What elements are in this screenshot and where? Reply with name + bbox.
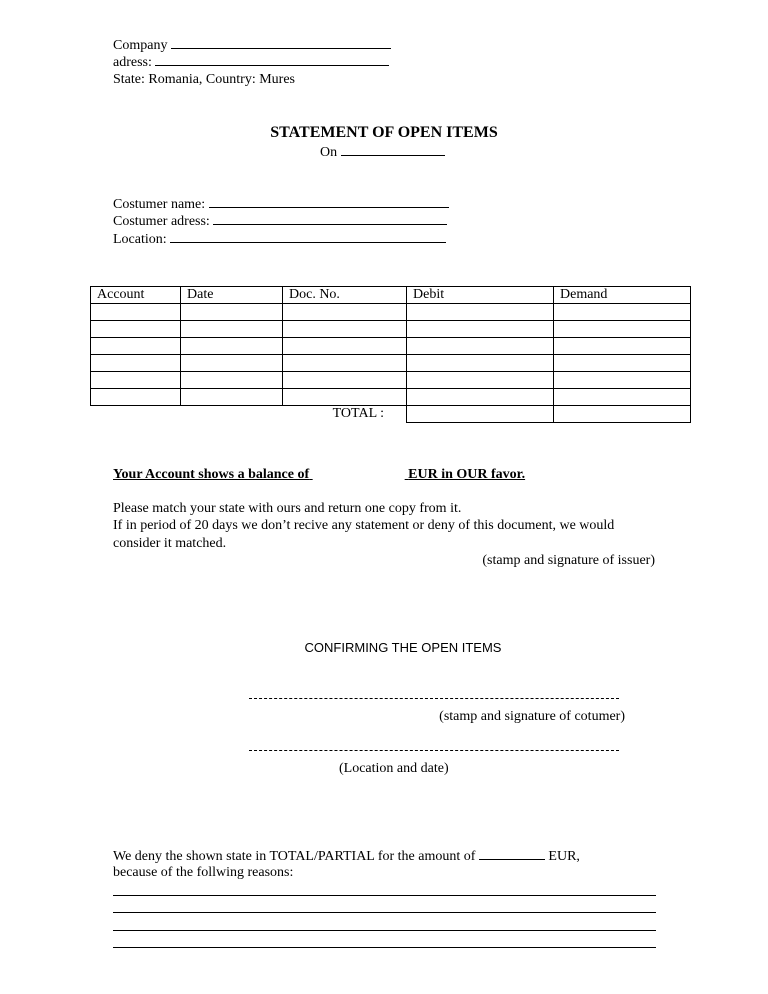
col-account: Account (91, 287, 181, 304)
customer-signature-caption: (stamp and signature of cotumer) (439, 709, 625, 724)
table-cell[interactable] (283, 338, 407, 355)
table-cell[interactable] (91, 355, 181, 372)
customer-address-blank[interactable] (213, 212, 447, 225)
table-cell[interactable] (181, 338, 283, 355)
reason-line-3[interactable] (113, 930, 656, 931)
table-cell[interactable] (181, 355, 283, 372)
table-cell[interactable] (554, 355, 691, 372)
table-header-row (91, 287, 691, 304)
company-blank[interactable] (171, 36, 391, 49)
table-row (91, 389, 691, 406)
table-row (91, 304, 691, 321)
table-cell[interactable] (91, 321, 181, 338)
total-demand-cell[interactable] (554, 406, 691, 423)
customer-signature-line[interactable] (249, 698, 619, 699)
table-cell[interactable] (407, 304, 554, 321)
customer-name-blank[interactable] (209, 195, 449, 208)
deny-reasons-label: because of the follwing reasons: (113, 865, 294, 880)
instruction-line-3: consider it matched. (113, 536, 227, 551)
table-cell[interactable] (407, 372, 554, 389)
table-cell[interactable] (181, 321, 283, 338)
table-row (91, 321, 691, 338)
confirm-heading: CONFIRMING THE OPEN ITEMS (304, 640, 502, 655)
table-cell[interactable] (181, 372, 283, 389)
table-cell[interactable] (91, 304, 181, 321)
table-cell[interactable] (554, 389, 691, 406)
table-cell[interactable] (283, 321, 407, 338)
col-date: Date (181, 287, 283, 304)
table-cell[interactable] (91, 372, 181, 389)
open-items-table (90, 286, 691, 423)
location-blank[interactable] (170, 230, 446, 243)
location-label: Location: (113, 232, 167, 247)
table-cell[interactable] (554, 321, 691, 338)
state-line: State: Romania, Country: Mures (113, 72, 295, 87)
customer-address-field (113, 212, 447, 230)
table-cell[interactable] (283, 304, 407, 321)
col-doc-no: Doc. No. (283, 287, 407, 304)
balance-prefix: Your Account shows a balance of (113, 467, 310, 482)
location-field (113, 230, 446, 248)
address-field (113, 53, 389, 71)
table-row (91, 372, 691, 389)
table-row (91, 338, 691, 355)
instruction-line-1: Please match your state with ours and return one copy from it. (113, 501, 462, 516)
total-row (91, 406, 691, 423)
table-cell[interactable] (283, 355, 407, 372)
address-label: adress: (113, 55, 152, 70)
customer-name-label: Costumer name: (113, 197, 206, 212)
table-cell[interactable] (91, 389, 181, 406)
instruction-line-2: If in period of 20 days we don’t recive any statement or deny of this document, we would (113, 518, 615, 533)
table-cell[interactable] (554, 372, 691, 389)
table-cell[interactable] (181, 389, 283, 406)
deny-statement (113, 847, 580, 865)
customer-name-field (113, 195, 449, 213)
table-cell[interactable] (181, 304, 283, 321)
table-cell[interactable] (554, 338, 691, 355)
issuer-signature-caption: (stamp and signature of issuer) (482, 553, 655, 568)
col-debit: Debit (407, 287, 554, 304)
table-cell[interactable] (91, 338, 181, 355)
on-label: On (320, 145, 338, 160)
customer-address-label: Costumer adress: (113, 214, 210, 229)
company-label: Company (113, 38, 168, 53)
total-label: TOTAL : (332, 406, 384, 422)
address-blank[interactable] (155, 53, 389, 66)
deny-prefix: We deny the shown state in TOTAL/PARTIAL for the amount of (113, 849, 476, 864)
on-date-field (320, 143, 445, 161)
table-cell[interactable] (407, 321, 554, 338)
balance-suffix: EUR in OUR favor. (408, 467, 526, 482)
location-date-caption: (Location and date) (339, 761, 449, 776)
balance-amount-blank[interactable] (313, 466, 405, 483)
location-date-line[interactable] (249, 750, 619, 751)
table-cell[interactable] (407, 338, 554, 355)
table-row (91, 355, 691, 372)
balance-statement (113, 466, 525, 483)
reason-line-1[interactable] (113, 895, 656, 896)
table-cell[interactable] (283, 389, 407, 406)
reason-line-4[interactable] (113, 947, 656, 948)
deny-suffix: EUR, (548, 849, 580, 864)
table-cell[interactable] (407, 389, 554, 406)
total-debit-cell[interactable] (407, 406, 554, 423)
document-title: STATEMENT OF OPEN ITEMS (270, 124, 498, 141)
company-field (113, 36, 391, 54)
table-cell[interactable] (283, 372, 407, 389)
table-cell[interactable] (407, 355, 554, 372)
table-cell[interactable] (554, 304, 691, 321)
reason-line-2[interactable] (113, 912, 656, 913)
deny-amount-blank[interactable] (479, 847, 545, 860)
on-date-blank[interactable] (341, 143, 445, 156)
col-demand: Demand (554, 287, 691, 304)
